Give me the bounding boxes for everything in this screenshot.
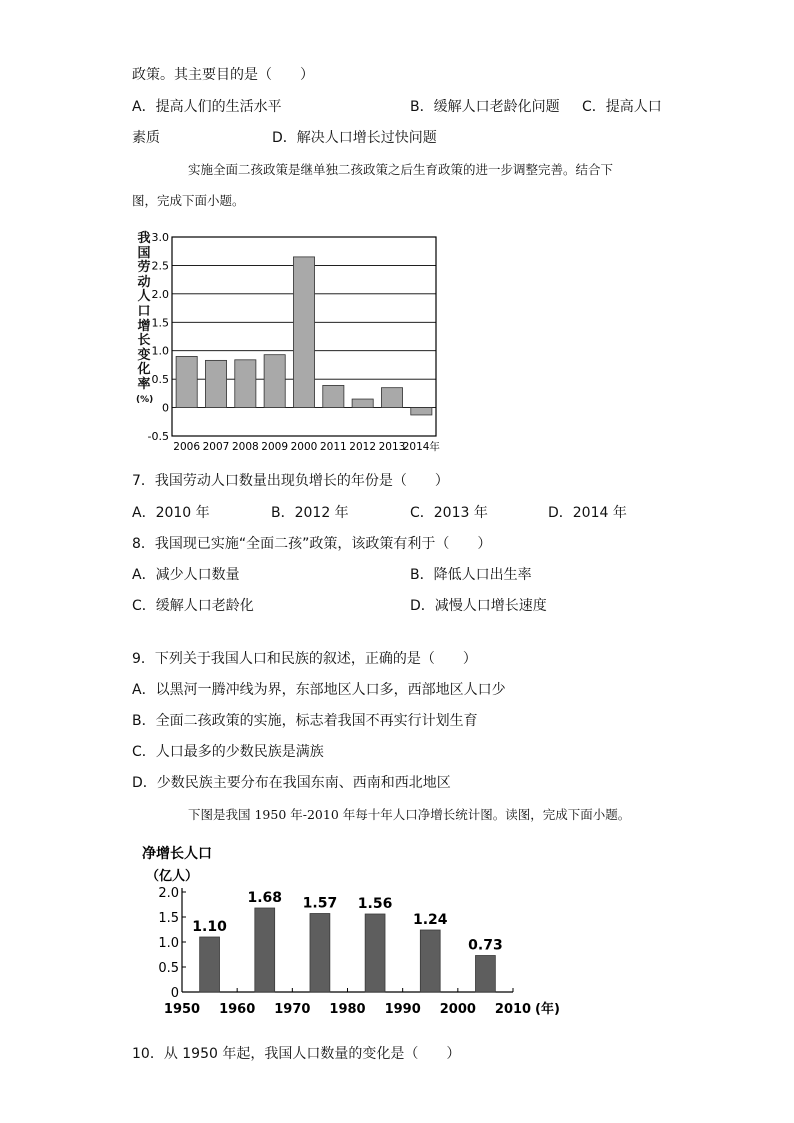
chart2-data-label: 0.73 xyxy=(468,937,503,954)
chart1-xtick-label: 2008 xyxy=(231,441,259,453)
chart2-ytick-label: 1.0 xyxy=(158,936,179,951)
chart2-xtick-label: 1980 xyxy=(329,1002,366,1017)
q9-option-b: B．全面二孩政策的实施，标志着我国不再实行计划生育 xyxy=(132,713,478,729)
q7-stem: 7．我国劳动人口数量出现负增长的年份是（ ） xyxy=(132,473,449,489)
q6-option-b: B．缓解人口老龄化问题 xyxy=(410,99,560,115)
chart1-bar xyxy=(264,355,285,408)
chart1-xtick-label: 2009 xyxy=(261,441,289,453)
chart1-bar xyxy=(352,399,373,408)
chart2-svg xyxy=(140,838,580,1023)
q7-option-b: B．2012 年 xyxy=(271,505,349,521)
chart1-ylabel-char: 动 xyxy=(137,274,151,290)
chart2-bar xyxy=(420,930,440,992)
chart1-ylabel-char: 我 xyxy=(137,231,151,246)
chart2-bar xyxy=(200,937,220,992)
chart2-bar xyxy=(475,956,495,993)
chart1-ytick-label: 0 xyxy=(162,401,169,415)
q8-option-b: B．降低人口出生率 xyxy=(410,567,532,583)
chart1-ylabel-char: 长 xyxy=(137,333,151,349)
chart1-xtick-label: 2014年 xyxy=(402,441,440,453)
chart1-svg xyxy=(134,228,454,458)
q8-option-c: C．缓解人口老龄化 xyxy=(132,598,254,614)
q7-option-d: D．2014 年 xyxy=(548,505,627,521)
q7-option-a: A．2010 年 xyxy=(132,505,210,521)
chart2-xtick-label: 1970 xyxy=(274,1002,311,1017)
chart2-ytick-label: 2.0 xyxy=(158,886,179,901)
chart2-data-label: 1.10 xyxy=(192,919,227,935)
chart1-bar xyxy=(205,360,226,407)
q10-stem: 10．从 1950 年起，我国人口数量的变化是（ ） xyxy=(132,1046,461,1062)
chart2-xtick-label: 1990 xyxy=(384,1002,421,1017)
chart1-ytick-label: 1.5 xyxy=(151,316,169,330)
chart1-ylabel-char: 增 xyxy=(137,318,151,334)
chart1-bar xyxy=(293,257,314,408)
chart1-bar xyxy=(381,388,402,408)
q6-option-c-part1: C．提高人口 xyxy=(582,99,662,115)
chart2-ytick-label: 0 xyxy=(170,986,179,1001)
chart1-ylabel-char: 国 xyxy=(137,245,151,261)
q6-stem-tail: 政策。其主要目的是（ ） xyxy=(132,67,314,83)
chart1-ylabel-char: 率 xyxy=(137,376,151,392)
intro1-line2: 图，完成下面小题。 xyxy=(132,193,245,208)
intro2-line1: 下图是我国 1950 年-2010 年每十年人口净增长统计图。读图，完成下面小题。 xyxy=(188,807,631,822)
q8-option-d: D．减慢人口增长速度 xyxy=(410,598,547,614)
q6-option-a: A．提高人们的生活水平 xyxy=(132,99,282,115)
chart2-bar xyxy=(310,914,330,993)
chart2-xtick-label: 2000 xyxy=(439,1002,476,1017)
chart2-ytick-label: 0.5 xyxy=(158,961,179,976)
chart1-ylabel-char: 人 xyxy=(137,289,151,305)
chart1-ylabel-char: 口 xyxy=(137,303,151,319)
chart2-data-label: 1.68 xyxy=(247,890,283,906)
labor-growth-chart xyxy=(134,228,454,458)
chart2-xtick-label: 1960 xyxy=(219,1002,256,1017)
q6-option-c-part2: 素质 xyxy=(132,130,160,146)
chart1-xtick-label: 2006 xyxy=(173,441,201,453)
chart1-ylabel-char: 化 xyxy=(137,362,151,378)
chart1-ytick-label: -0.5 xyxy=(147,430,169,443)
chart1-ylabel-char: 变 xyxy=(137,347,151,363)
chart2-data-label: 1.57 xyxy=(302,895,338,912)
chart1-xtick-label: 2012 xyxy=(349,441,377,453)
q9-option-a: A．以黑河一腾冲线为界，东部地区人口多，西部地区人口少 xyxy=(132,682,506,698)
chart1-xtick-label: 2007 xyxy=(202,441,230,453)
chart1-xtick-label: 2000 xyxy=(290,441,318,453)
chart2-unit: （亿人） xyxy=(146,869,199,884)
q6-option-d: D．解决人口增长过快问题 xyxy=(272,130,437,146)
chart1-ylabel-char: (%) xyxy=(136,394,154,405)
chart1-bar xyxy=(235,360,256,408)
chart2-ytick-label: 1.5 xyxy=(158,911,179,926)
q8-stem: 8．我国现已实施“全面二孩”政策，该政策有利于（ ） xyxy=(132,536,492,552)
chart2-bar xyxy=(365,914,385,992)
chart2-xtick-label: 2010 xyxy=(494,1002,532,1017)
chart1-ytick-label: 2.0 xyxy=(151,287,169,301)
chart1-ytick-label: 1.0 xyxy=(151,344,169,358)
chart2-title: 净增长人口 xyxy=(142,846,212,862)
q9-option-c: C．人口最多的少数民族是满族 xyxy=(132,744,324,760)
chart2-bar xyxy=(255,908,275,992)
chart1-ytick-label: 3.0 xyxy=(151,231,169,244)
chart2-xunit: (年) xyxy=(535,1002,560,1017)
population-net-growth-chart xyxy=(140,838,580,1023)
q7-option-c: C．2013 年 xyxy=(410,505,488,521)
chart2-data-label: 1.56 xyxy=(357,896,393,912)
chart1-bar xyxy=(323,385,344,407)
chart1-ytick-label: 0.5 xyxy=(151,373,169,387)
chart1-ylabel-char: 劳 xyxy=(137,260,151,276)
chart1-xtick-label: 2013 xyxy=(378,441,406,453)
q9-option-d: D．少数民族主要分布在我国东南、西南和西北地区 xyxy=(132,775,451,791)
chart1-bar xyxy=(176,356,197,407)
chart2-data-label: 1.24 xyxy=(412,912,448,928)
chart2-xtick-label: 1950 xyxy=(163,1002,201,1017)
chart1-bar xyxy=(411,408,432,415)
intro1-line1: 实施全面二孩政策是继单独二孩政策之后生育政策的进一步调整完善。结合下 xyxy=(188,162,614,177)
q8-option-a: A．减少人口数量 xyxy=(132,567,240,583)
chart1-ytick-label: 2.5 xyxy=(151,259,169,273)
q9-stem: 9．下列关于我国人口和民族的叙述，正确的是（ ） xyxy=(132,651,477,667)
chart1-xtick-label: 2011 xyxy=(319,441,347,453)
